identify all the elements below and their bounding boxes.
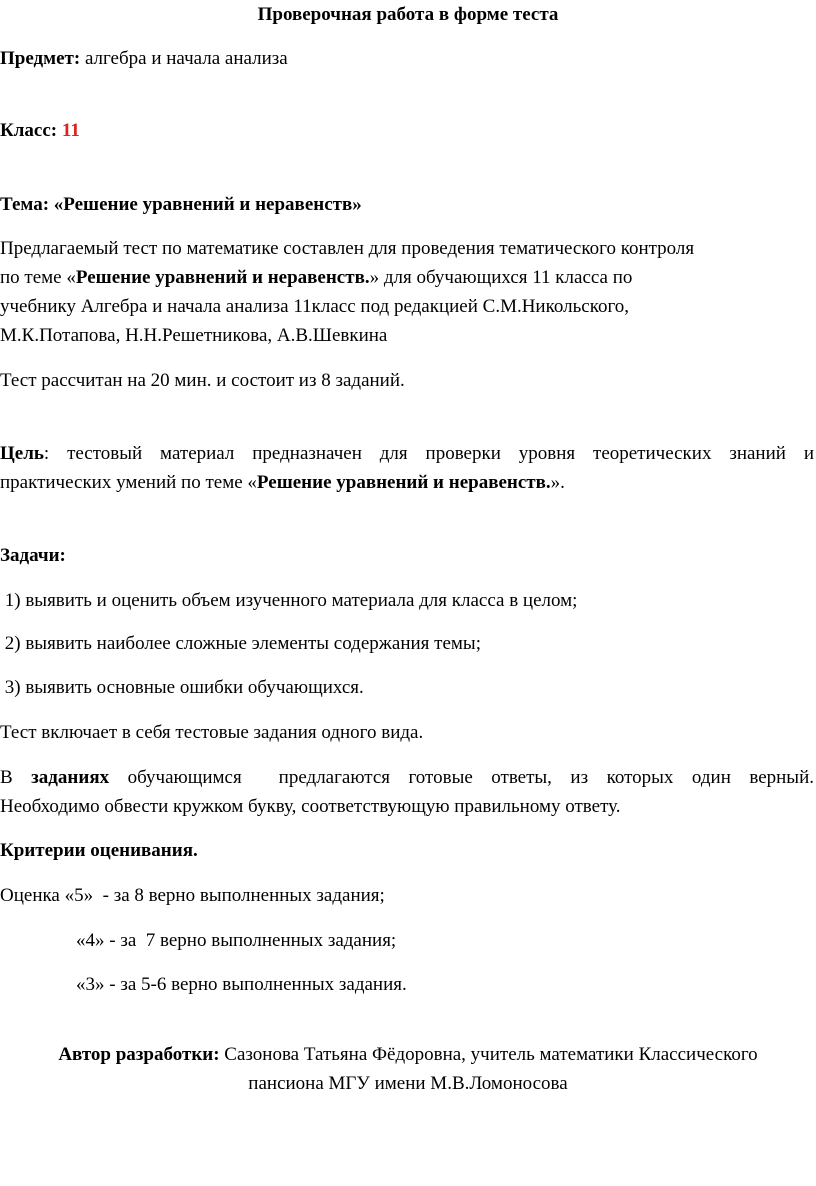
includes-line: Тест включает в себя тестовые задания одного вида. — [0, 722, 424, 743]
tasks-heading-text: Задачи: — [0, 545, 66, 566]
author-line-1 — [0, 1044, 816, 1067]
intro-line-2 — [0, 267, 632, 290]
intro-line-2-pre: по теме « — [0, 267, 76, 288]
tasks-heading — [0, 545, 66, 568]
assignments-bold: заданиях — [31, 767, 110, 788]
criteria-item: «3» - за 5-6 верно выполненных задания. — [76, 974, 407, 995]
intro-line-2-post: » для обучающихся 11 класса по — [369, 267, 633, 288]
goal-line-2-bold: Решение уравнений и неравенств. — [256, 472, 551, 493]
duration-line: Тест рассчитан на 20 мин. и состоит из 8 заданий. — [0, 370, 405, 391]
goal-line-2-pre: практических умений по теме « — [0, 472, 257, 493]
author-text: Сазонова Татьяна Фёдоровна, учитель математики Классического — [219, 1044, 758, 1065]
subject-value: алгебра и начала анализа — [80, 48, 288, 69]
criteria-heading — [0, 840, 198, 863]
subject-label: Предмет: — [0, 48, 81, 69]
intro-line-2-bold: Решение уравнений и неравенств. — [75, 267, 370, 288]
author-label: Автор разработки: — [58, 1044, 220, 1065]
goal-line-1 — [0, 443, 814, 466]
intro-line-4: М.К.Потапова, Н.Н.Решетникова, А.В.Шевкина — [0, 325, 388, 346]
goal-text: : тестовый материал предназначен для проверки уровня теоретических знаний и — [43, 443, 814, 464]
criteria-item: Оценка «5» - за 8 верно выполненных задания; — [0, 885, 385, 906]
assignments-line-2: Необходимо обвести кружком букву, соответствующую правильному ответу. — [0, 796, 621, 817]
assignments-pre: В — [0, 767, 32, 788]
intro-line-1: Предлагаемый тест по математике составлен для проведения тематического контроля — [0, 238, 695, 259]
subject-line — [0, 48, 288, 71]
topic-line — [0, 194, 362, 217]
criteria-item: «4» - за 7 верно выполненных задания; — [76, 930, 397, 951]
assignments-post: обучающимся предлагаются готовые ответы, из которых один верный. — [109, 767, 814, 788]
class-line — [0, 120, 80, 143]
author-line-2: пансиона МГУ имени М.В.Ломоносова — [248, 1073, 568, 1094]
task-item: 3) выявить основные ошибки обучающихся. — [0, 677, 364, 698]
document-title — [0, 4, 816, 27]
goal-label: Цель — [0, 443, 44, 464]
criteria-heading-text: Критерии оценивания. — [0, 840, 198, 861]
class-label: Класс: — [0, 120, 58, 141]
title-text: Проверочная работа в форме теста — [257, 4, 559, 25]
goal-line-2 — [0, 472, 565, 495]
task-item: 2) выявить наиболее сложные элементы содержания темы; — [0, 633, 481, 654]
intro-line-3: учебнику Алгебра и начала анализа 11класс под редакцией С.М.Никольского, — [0, 296, 630, 317]
class-value: 11 — [61, 120, 80, 141]
task-item: 1) выявить и оценить объем изученного материала для класса в целом; — [0, 590, 578, 611]
goal-line-2-post: ». — [550, 472, 565, 493]
assignments-line-1 — [0, 767, 814, 790]
topic-label: Тема: «Решение уравнений и неравенств» — [0, 194, 362, 215]
